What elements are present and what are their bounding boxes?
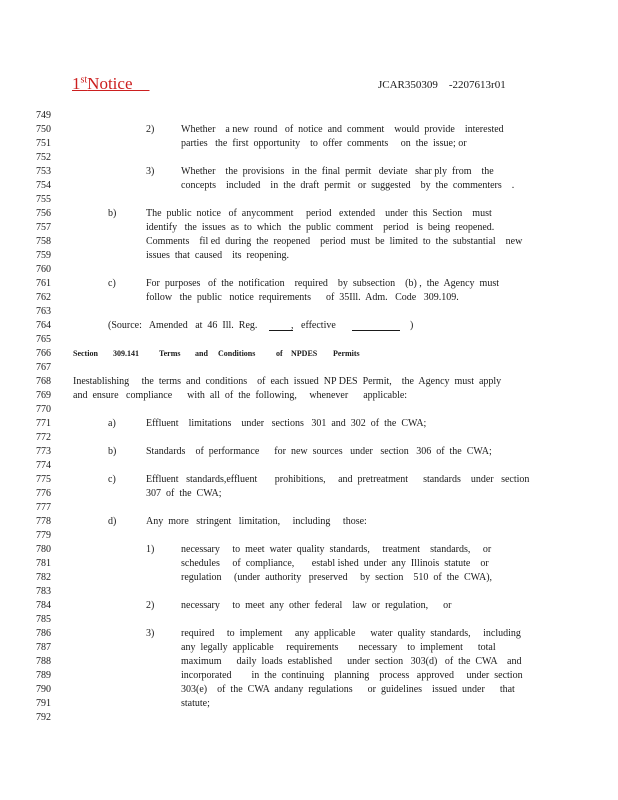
- body-line: Effluent standards,effluent prohibitions, and pretreatment standards under section: [146, 474, 530, 485]
- body-line: necessary to meet water quality standards, treatment standards, or: [181, 544, 492, 555]
- item-marker: 3): [146, 166, 155, 177]
- line-number: 758: [36, 236, 51, 247]
- body-line: The public notice of anycomment period extended under this Section must: [146, 208, 492, 219]
- line-number: 790: [36, 684, 51, 695]
- body-line: Whether a new round of notice and comment would provide interested: [181, 124, 504, 135]
- line-number: 765: [36, 334, 51, 345]
- notice-word: Notice: [87, 74, 150, 93]
- body-line: necessary to meet any other federal law or regulation, or: [181, 600, 452, 611]
- section-heading-word: and: [195, 349, 208, 358]
- body-line: Any more stringent limitation, including those:: [146, 516, 367, 527]
- line-number: 779: [36, 530, 51, 541]
- line-number: 782: [36, 572, 51, 583]
- line-number: 774: [36, 460, 51, 471]
- line-number: 760: [36, 264, 51, 275]
- document-id: JCAR350309 -2207613r01: [378, 79, 506, 91]
- item-marker: b): [108, 208, 117, 219]
- item-marker: 1): [146, 544, 155, 555]
- body-line: 303(e) of the CWA andany regulations or guidelines issued under that: [181, 684, 515, 695]
- item-marker: a): [108, 418, 116, 429]
- line-number: 759: [36, 250, 51, 261]
- line-number: 772: [36, 432, 51, 443]
- line-number: 778: [36, 516, 51, 527]
- body-line: follow the public notice requirements of 35Ill. Adm. Code 309.109.: [146, 292, 459, 303]
- body-line: any legally applicable requirements necessary to implement total: [181, 642, 496, 653]
- body-line: concepts included in the draft permit or suggested by the commenters .: [181, 180, 515, 191]
- line-number: 781: [36, 558, 51, 569]
- source-note-close: ): [410, 320, 414, 331]
- line-number: 767: [36, 362, 51, 373]
- line-number: 752: [36, 152, 51, 163]
- notice-ordinal: st: [80, 74, 88, 86]
- line-number: 791: [36, 698, 51, 709]
- body-line: issues that caused its reopening.: [146, 250, 290, 261]
- line-number: 768: [36, 376, 51, 387]
- item-marker: 2): [146, 124, 155, 135]
- line-number: 775: [36, 474, 51, 485]
- line-number: 755: [36, 194, 51, 205]
- section-heading-word: Terms: [159, 349, 181, 358]
- line-number: 757: [36, 222, 51, 233]
- item-marker: 2): [146, 600, 155, 611]
- item-marker: c): [108, 278, 116, 289]
- line-number: 780: [36, 544, 51, 555]
- section-number: 309.141: [113, 349, 139, 358]
- line-number: 762: [36, 292, 51, 303]
- line-number: 792: [36, 712, 51, 723]
- line-number: 766: [36, 348, 51, 359]
- line-number: 749: [36, 110, 51, 121]
- line-number: 756: [36, 208, 51, 219]
- line-number: 777: [36, 502, 51, 513]
- section-heading-label: Section: [73, 349, 98, 358]
- item-marker: 3): [146, 628, 155, 639]
- section-heading-word: NPDES: [291, 349, 318, 358]
- body-line: 307 of the CWA;: [146, 488, 222, 499]
- body-line: parties the first opportunity to offer comments on the issue; or: [181, 138, 467, 149]
- line-number: 773: [36, 446, 51, 457]
- body-line: Standards of performance for new sources under section 306 of the CWA;: [146, 446, 492, 457]
- notice-number: 1: [72, 74, 81, 93]
- item-marker: d): [108, 516, 117, 527]
- body-line: and ensure compliance with all of the following, whenever applicable:: [73, 390, 408, 401]
- line-number: 753: [36, 166, 51, 177]
- body-line: incorporated in the continuing planning process approved under section: [181, 670, 523, 681]
- body-line: regulation (under authority preserved by section 510 of the CWA),: [181, 572, 493, 583]
- source-note: (Source: Amended at 46 Ill. Reg.: [108, 320, 258, 331]
- line-number: 786: [36, 628, 51, 639]
- line-number: 787: [36, 642, 51, 653]
- body-line: Whether the provisions in the final permit deviate shar ply from the: [181, 166, 494, 177]
- line-number: 785: [36, 614, 51, 625]
- item-marker: b): [108, 446, 117, 457]
- line-number: 789: [36, 670, 51, 681]
- body-line: For purposes of the notification required by subsection (b) , the Agency must: [146, 278, 499, 289]
- line-number: 776: [36, 488, 51, 499]
- notice-label: [72, 74, 150, 94]
- line-number: 788: [36, 656, 51, 667]
- body-line: schedules of compliance, establ ished under any Illinois statute or: [181, 558, 489, 569]
- section-heading-word: Conditions: [218, 349, 256, 358]
- line-number: 761: [36, 278, 51, 289]
- line-number: 754: [36, 180, 51, 191]
- line-number: 783: [36, 586, 51, 597]
- line-number: 771: [36, 418, 51, 429]
- line-number: 751: [36, 138, 51, 149]
- blank-underline: [352, 330, 400, 331]
- item-marker: c): [108, 474, 116, 485]
- body-line: required to implement any applicable water quality standards, including: [181, 628, 521, 639]
- line-number: 769: [36, 390, 51, 401]
- body-line: Effluent limitations under sections 301 and 302 of the CWA;: [146, 418, 427, 429]
- line-number: 763: [36, 306, 51, 317]
- body-line: Comments fil ed during the reopened period must be limited to the substantial new: [146, 236, 523, 247]
- line-number: 784: [36, 600, 51, 611]
- source-note-effective: , effective: [291, 320, 336, 331]
- section-heading-word: Permits: [333, 349, 360, 358]
- body-line: identify the issues as to which the public comment period is being reopened.: [146, 222, 495, 233]
- body-line: Inestablishing the terms and conditions of each issued NP DES Permit, the Agency must apply: [73, 376, 502, 387]
- body-line: statute;: [181, 698, 210, 709]
- line-number: 764: [36, 320, 51, 331]
- blank-underline: [269, 330, 293, 331]
- body-line: maximum daily loads established under section 303(d) of the CWA and: [181, 656, 522, 667]
- line-number: 750: [36, 124, 51, 135]
- line-number: 770: [36, 404, 51, 415]
- section-heading-word: of: [276, 349, 283, 358]
